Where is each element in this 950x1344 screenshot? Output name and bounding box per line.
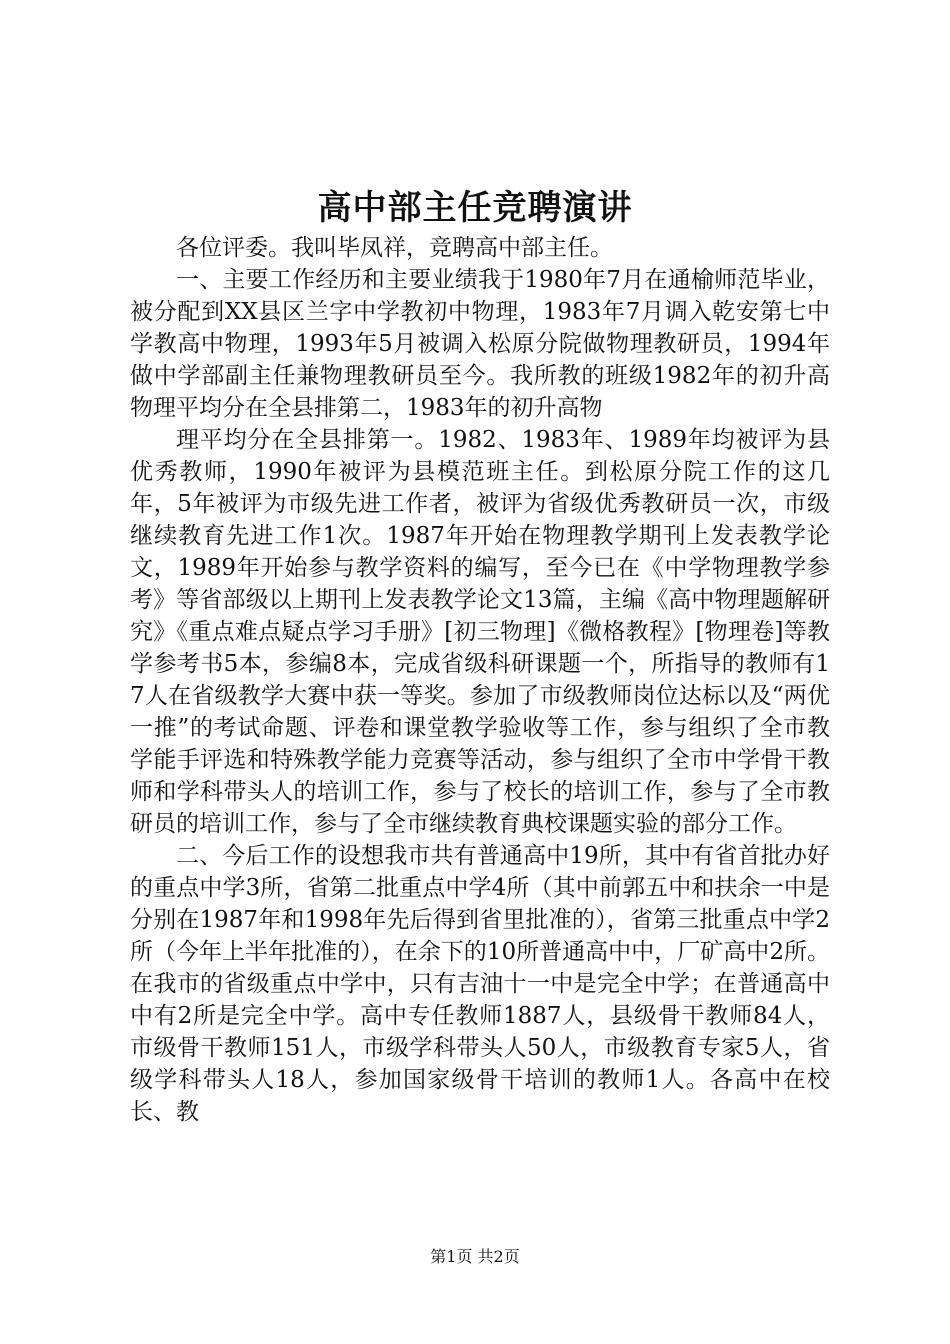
- document-title: 高中部主任竞聘演讲: [317, 188, 633, 228]
- paragraph-experience: 一、主要工作经历和主要业绩我于1980年7月在通榆师范毕业，被分配到XX县区兰字中学教初中物理，1983年7月调入乾安第七中学教高中物理，1993年5月被调入松原分院做物理教研员，1994年做中学部副主任兼物理教研员至今。我所教的班级1982年的初升高物理平均分在全县排第二，1983年的初升高物: [130, 267, 830, 421]
- paragraph-achievements: 理平均分在全县排第一。1982、1983年、1989年均被评为县优秀教师，1990年被评为县模范班主任。到松原分院工作的这几年，5年被评为市级先进工作者，被评为省级优秀教研员一次，市级继续教育先进工作1次。1987年开始在物理教学期刊上发表教学论文，1989年开始参与教学资料的编写，至今已在《中学物理教学参考》等省部级以上期刊上发表教学论文13篇，主编《高中物理题解研究》《重点难点疑点学习手册》[初三物理]《微格教程》[物理卷]等教学参考书5本，参编8本，完成省级科研课题一个，所指导的教师有17人在省级教学大赛中获一等奖。参加了市级教师岗位达标以及“两优一推”的考试命题、评卷和课堂教学验收等工作，参与组织了全市教学能手评选和特殊教学能力竞赛等活动，参与组织了全市中学骨干教师和学科带头人的培训工作，参与了校长的培训工作，参与了全市教研员的培训工作，参与了全市继续教育典校课题实验的部分工作。: [130, 427, 830, 837]
- page-footer: 第1页 共2页: [430, 1247, 520, 1266]
- paragraph-future-plans: 二、今后工作的设想我市共有普通高中19所，其中有省首批办好的重点中学3所，省第二批重点中学4所（其中前郭五中和扶余一中是分别在1987年和1998年先后得到省里批准的），省第三批重点中学2所（今年上半年批准的），在余下的10所普通高中中，厂矿高中2所。在我市的省级重点中学中，只有吉油十一中是完全中学；在普通高中中有2所是完全中学。高中专任教师1887人，县级骨干教师84人，市级骨干教师151人，市级学科带头人50人，市级教育专家5人，省级学科带头人18人，参加国家级骨干培训的教师1人。各高中在校长、教: [130, 843, 830, 1125]
- document-body: [130, 232, 830, 1128]
- paragraph-greeting: 各位评委。我叫毕凤祥，竞聘高中部主任。: [176, 235, 613, 261]
